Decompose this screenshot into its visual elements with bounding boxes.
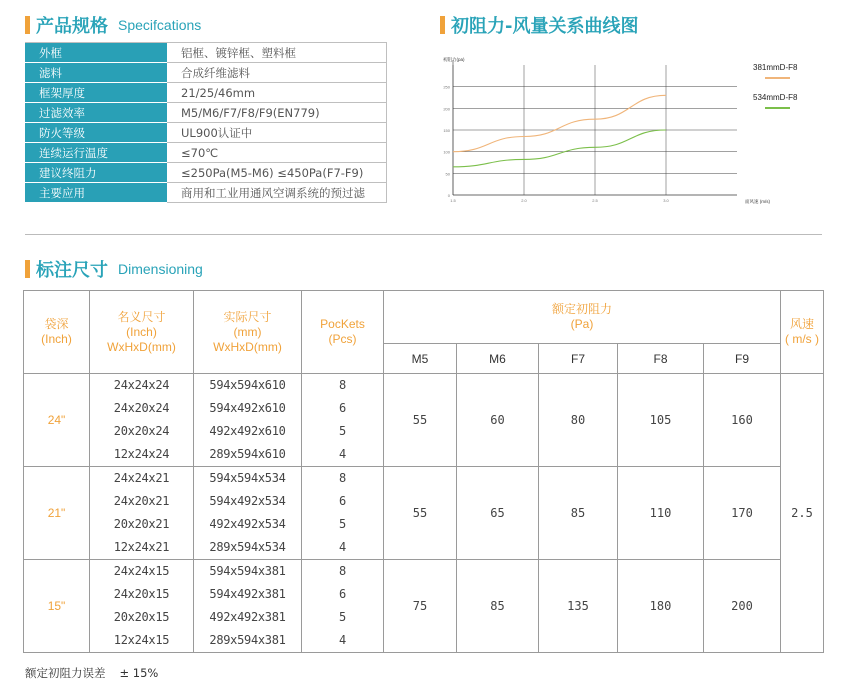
spec-label: 框架厚度 xyxy=(25,83,167,103)
actual-size-cell xyxy=(194,560,302,653)
resistance-value: 160 xyxy=(704,374,781,467)
pockets-value: 6 xyxy=(339,401,346,415)
depth-cell: 15" xyxy=(24,560,90,653)
nominal-size-cell xyxy=(90,467,194,560)
pockets-value: 4 xyxy=(339,540,346,554)
spec-value: ≤70℃ xyxy=(167,143,387,163)
resistance-airflow-chart xyxy=(435,50,825,210)
resistance-value: 170 xyxy=(704,467,781,560)
resistance-value: 85 xyxy=(457,560,539,653)
spec-label: 防火等级 xyxy=(25,123,167,143)
pockets-value: 5 xyxy=(339,424,346,438)
actual-value: 594x594x534 xyxy=(209,471,286,485)
header-actual-size: 实际尺寸 (mm) WxHxD(mm) xyxy=(194,291,302,374)
dimensions-table xyxy=(23,290,824,653)
resistance-value: 60 xyxy=(457,374,539,467)
nominal-value: 24x20x21 xyxy=(113,494,170,508)
spec-label: 外框 xyxy=(25,43,167,63)
chart-legend-label: 534mmD-F8 xyxy=(753,93,798,102)
spec-row xyxy=(25,123,387,143)
spec-section-subtitle: Specifcations xyxy=(118,17,202,33)
actual-value: 594x594x610 xyxy=(209,378,286,392)
chart-y-axis-label: 初阻力(pa) xyxy=(443,57,465,62)
spec-label: 主要应用 xyxy=(25,183,167,203)
depth-cell: 24" xyxy=(24,374,90,467)
pockets-cell xyxy=(302,374,384,467)
spec-value: M5/M6/F7/F8/F9(EN779) xyxy=(167,103,387,123)
section-marker xyxy=(440,16,445,34)
pockets-value: 4 xyxy=(339,447,346,461)
header-grade-f9: F9 xyxy=(704,344,781,374)
header-grade-f7: F7 xyxy=(539,344,618,374)
depth-group-row xyxy=(24,560,824,653)
header-grade-f8: F8 xyxy=(618,344,704,374)
spec-value: 合成纤维滤料 xyxy=(167,63,387,83)
actual-size-cell xyxy=(194,467,302,560)
chart-y-tick-label: 0 xyxy=(447,193,450,198)
pockets-cell xyxy=(302,467,384,560)
air-speed-value: 2.5 xyxy=(781,374,824,653)
spec-value: 商用和工业用通风空调系统的预过滤 xyxy=(167,183,387,203)
nominal-value: 24x20x24 xyxy=(113,401,170,415)
chart-legend-label: 381mmD-F8 xyxy=(753,63,798,72)
nominal-value: 20x20x21 xyxy=(113,517,170,531)
actual-size-cell xyxy=(194,374,302,467)
nominal-value: 24x24x21 xyxy=(113,471,170,485)
spec-label: 建议终阻力 xyxy=(25,163,167,183)
actual-value: 594x492x534 xyxy=(209,494,286,508)
dims-section-subtitle: Dimensioning xyxy=(118,261,203,277)
header-grade-m5: M5 xyxy=(384,344,457,374)
depth-group-row xyxy=(24,467,824,560)
actual-value: 289x594x534 xyxy=(209,540,286,554)
actual-value: 492x492x534 xyxy=(209,517,286,531)
spec-section-header xyxy=(25,12,201,38)
section-marker xyxy=(25,16,30,34)
nominal-value: 12x24x24 xyxy=(113,447,170,461)
chart-section-header xyxy=(440,12,638,38)
spec-row xyxy=(25,183,387,203)
spec-section-title: 产品规格 xyxy=(36,16,108,37)
chart-section-title: 初阻力-风量关系曲线图 xyxy=(451,16,639,37)
dims-section-title: 标注尺寸 xyxy=(36,260,108,281)
actual-value: 289x594x610 xyxy=(209,447,286,461)
nominal-value: 12x24x21 xyxy=(113,540,170,554)
dims-section-header xyxy=(25,256,203,282)
tolerance-footnote xyxy=(25,665,172,681)
spec-row xyxy=(25,63,387,83)
pockets-value: 8 xyxy=(339,564,346,578)
section-marker xyxy=(25,260,30,278)
chart-y-tick-label: 50 xyxy=(445,171,450,177)
nominal-value: 20x20x15 xyxy=(113,610,170,624)
header-depth: 袋深 (Inch) xyxy=(24,291,90,374)
actual-value: 594x492x381 xyxy=(209,587,286,601)
resistance-value: 75 xyxy=(384,560,457,653)
nominal-size-cell xyxy=(90,374,194,467)
spec-label: 过滤效率 xyxy=(25,103,167,123)
chart-x-tick-label: 2.5 xyxy=(592,198,598,203)
pockets-value: 8 xyxy=(339,471,346,485)
chart-x-tick-label: 1.5 xyxy=(450,198,456,203)
header-grade-m6: M6 xyxy=(457,344,539,374)
spec-row xyxy=(25,163,387,183)
nominal-value: 24x24x15 xyxy=(113,564,170,578)
spec-table xyxy=(25,42,387,203)
chart-x-tick-label: 3.0 xyxy=(663,198,669,203)
spec-row xyxy=(25,143,387,163)
resistance-value: 110 xyxy=(618,467,704,560)
resistance-value: 85 xyxy=(539,467,618,560)
spec-row xyxy=(25,43,387,63)
nominal-value: 24x24x24 xyxy=(113,378,170,392)
pockets-value: 6 xyxy=(339,587,346,601)
section-divider xyxy=(25,234,822,235)
resistance-value: 80 xyxy=(539,374,618,467)
pockets-value: 8 xyxy=(339,378,346,392)
chart-y-tick-label: 200 xyxy=(443,106,450,112)
spec-value: 铝框、镀锌框、塑料框 xyxy=(167,43,387,63)
nominal-value: 24x20x15 xyxy=(113,587,170,601)
header-rated-resistance: 额定初阻力 (Pa) xyxy=(384,291,781,344)
actual-value: 594x594x381 xyxy=(209,564,286,578)
chart-x-axis-label: 面风速 (m/s) xyxy=(745,199,770,204)
spec-label: 连续运行温度 xyxy=(25,143,167,163)
depth-group-row xyxy=(24,374,824,467)
pockets-value: 6 xyxy=(339,494,346,508)
resistance-value: 55 xyxy=(384,374,457,467)
tolerance-value: ± 15% xyxy=(119,666,159,680)
spec-row xyxy=(25,83,387,103)
resistance-value: 135 xyxy=(539,560,618,653)
resistance-value: 105 xyxy=(618,374,704,467)
resistance-value: 180 xyxy=(618,560,704,653)
pockets-value: 5 xyxy=(339,517,346,531)
pockets-cell xyxy=(302,560,384,653)
nominal-value: 12x24x15 xyxy=(113,633,170,647)
actual-value: 289x594x381 xyxy=(209,633,286,647)
actual-value: 492x492x610 xyxy=(209,424,286,438)
tolerance-label: 额定初阻力误差 xyxy=(25,666,106,680)
pockets-value: 5 xyxy=(339,610,346,624)
actual-value: 594x492x610 xyxy=(209,401,286,415)
resistance-value: 65 xyxy=(457,467,539,560)
spec-value: 21/25/46mm xyxy=(167,83,387,103)
spec-value: ≤250Pa(M5-M6) ≤450Pa(F7-F9) xyxy=(167,163,387,183)
chart-y-tick-label: 150 xyxy=(443,128,450,133)
chart-y-tick-label: 250 xyxy=(443,84,450,90)
header-nominal-size: 名义尺寸 (Inch) WxHxD(mm) xyxy=(90,291,194,374)
spec-label: 滤料 xyxy=(25,63,167,83)
chart-series-line xyxy=(453,95,666,151)
resistance-value: 200 xyxy=(704,560,781,653)
actual-value: 492x492x381 xyxy=(209,610,286,624)
chart-series-line xyxy=(453,130,666,167)
pockets-value: 4 xyxy=(339,633,346,647)
header-air-speed: 风速 ( m/s ) xyxy=(781,291,824,374)
header-pockets: PocKets (Pcs) xyxy=(302,291,384,374)
resistance-value: 55 xyxy=(384,467,457,560)
nominal-size-cell xyxy=(90,560,194,653)
spec-value: UL900认证中 xyxy=(167,123,387,143)
depth-cell: 21" xyxy=(24,467,90,560)
chart-y-tick-label: 100 xyxy=(443,149,450,155)
chart-x-tick-label: 2.0 xyxy=(521,198,527,203)
spec-row xyxy=(25,103,387,123)
nominal-value: 20x20x24 xyxy=(113,424,170,438)
